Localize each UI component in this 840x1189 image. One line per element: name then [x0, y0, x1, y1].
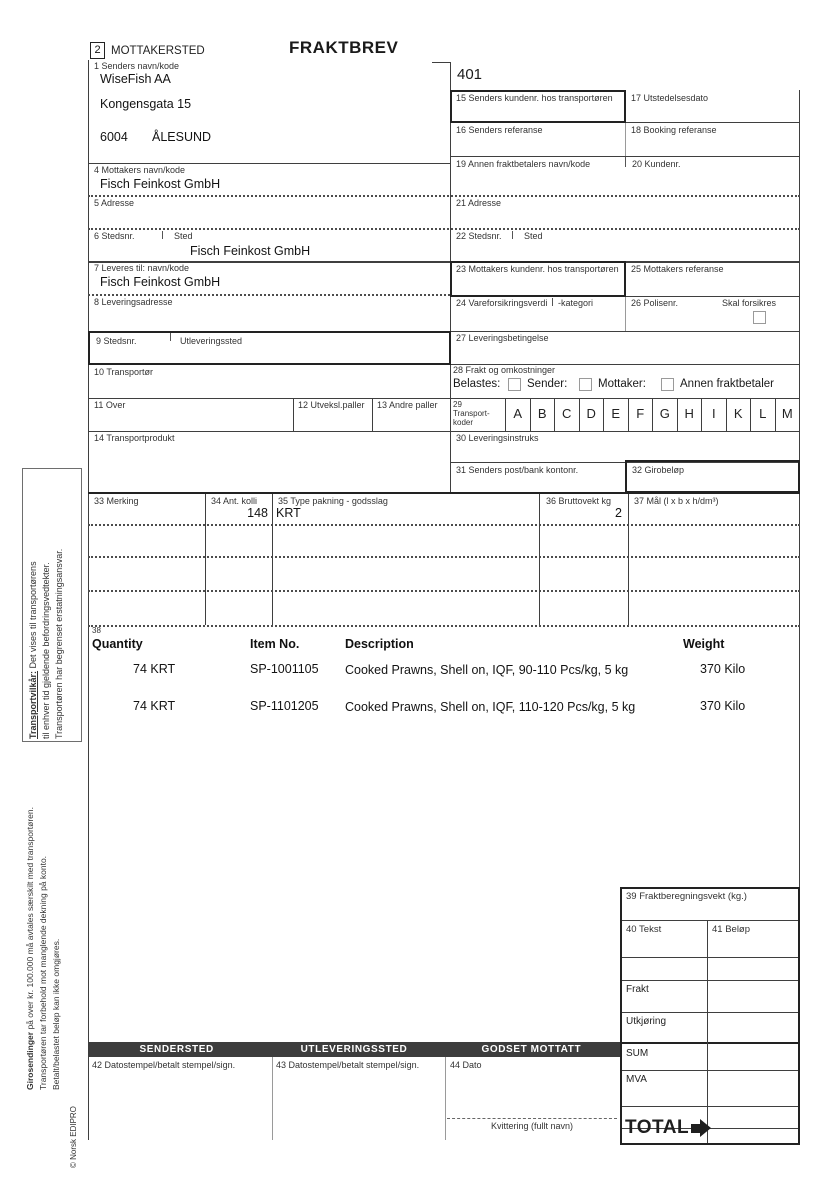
grid-line [205, 494, 206, 625]
field24-kategori-label: -kategori [558, 298, 594, 308]
field36-label: 36 Bruttovekt kg [546, 496, 612, 506]
grid-line [539, 494, 540, 625]
tick [512, 231, 513, 239]
transport-terms-note-box [22, 468, 82, 742]
giro-note-line3: Betalt/belastet beløp kan ikke omgjøres. [50, 938, 61, 1090]
mottaker-checkbox [579, 378, 592, 391]
grid-line-dotted [88, 625, 800, 627]
field26-forsikres-label: Skal forsikres [722, 298, 777, 308]
field16-label: 16 Senders referanse [456, 125, 543, 135]
grid-line [88, 163, 450, 164]
giro-note [24, 788, 70, 1090]
transport-code-h: H [677, 399, 702, 431]
field4-label: 4 Mottakers navn/kode [94, 165, 186, 175]
field43-label: 43 Datostempel/betalt stempel/sign. [276, 1060, 420, 1070]
field12-label: 12 Utveksl.paller [298, 400, 365, 410]
belastes-label: Belastes: [453, 378, 501, 390]
field30-label: 30 Leveringsinstruks [456, 433, 539, 443]
charges-row-sum: SUM [626, 1048, 649, 1059]
items-header-weight: Weight [683, 637, 725, 651]
grid-line-dotted [88, 556, 800, 558]
field34-value: 148 [247, 506, 268, 520]
total-arrow-icon [691, 1124, 700, 1133]
copyright-wrap [68, 1078, 82, 1168]
sender-checkbox-label: Sender: [527, 378, 568, 390]
item-quantity: 74 KRT [133, 699, 176, 713]
field29-number: 29 [453, 400, 462, 409]
grid-line [432, 62, 450, 63]
field20-label: 20 Kundenr. [632, 159, 681, 169]
field35-value: KRT [276, 506, 301, 520]
tick [170, 333, 171, 341]
field22-label: 22 Stedsnr. [456, 231, 502, 241]
charges-row-utkjoring: Utkjøring [626, 1016, 667, 1027]
field29-label-line1: Transport- [453, 409, 490, 418]
total-label: TOTAL [625, 1117, 690, 1138]
transport-terms-line1: Det vises til transportørens [28, 561, 38, 671]
total-arrow-icon [700, 1119, 711, 1137]
field9-utleveringssted-label: Utleveringssted [180, 336, 243, 346]
item-number: SP-1001105 [250, 662, 319, 676]
grid-line [707, 920, 708, 1143]
field11-label: 11 Over [94, 400, 126, 410]
document-number: 401 [457, 66, 483, 83]
field33-label: 33 Merking [94, 496, 139, 506]
transport-code-m: M [775, 399, 800, 431]
field10-label: 10 Transportør [94, 367, 154, 377]
giro-note-wrap [24, 788, 70, 1090]
grid-line [88, 261, 800, 263]
field34-label: 34 Ant. kolli [211, 496, 258, 506]
transport-code-g: G [652, 399, 677, 431]
field17-label: 17 Utstedelsesdato [631, 93, 709, 103]
field2-number-box: 2 [90, 42, 105, 59]
item-weight: 370 Kilo [700, 699, 746, 713]
field25-label: 25 Mottakers referanse [631, 264, 724, 274]
sender-postcode: 6004 [100, 130, 128, 144]
total-row [625, 1117, 711, 1139]
grid-line [88, 431, 800, 432]
receiver-name: Fisch Feinkost GmbH [100, 177, 221, 191]
field21-label: 21 Adresse [456, 198, 502, 208]
grid-line [622, 980, 798, 981]
transport-terms-line2: til enhver tid gjeldende befordringsvedtekter. [41, 562, 52, 739]
grid-line [622, 1106, 798, 1107]
items-header-description: Description [345, 637, 414, 651]
footer-bar-godset-mottatt: GODSET MOTTATT [481, 1044, 582, 1055]
transport-code-f: F [628, 399, 653, 431]
transport-code-a: A [505, 399, 530, 431]
grid-line [450, 331, 800, 332]
annen-checkbox-label: Annen fraktbetaler [680, 378, 774, 390]
field31-label: 31 Senders post/bank kontonr. [456, 465, 579, 475]
transport-code-d: D [579, 399, 604, 431]
footer-bar-utleveringssted: UTLEVERINGSSTED [300, 1044, 408, 1055]
field2-label: MOTTAKERSTED [111, 45, 205, 57]
field7-label: 7 Leveres til: navn/kode [94, 263, 190, 273]
items-header-itemno: Item No. [250, 637, 300, 651]
transport-code-k: K [726, 399, 751, 431]
field6-sted-label: Sted [174, 231, 193, 241]
sender-checkbox [508, 378, 521, 391]
grid-line [272, 1057, 273, 1140]
field38-number: 38 [92, 626, 101, 635]
field26-label: 26 Polisenr. [631, 298, 679, 308]
transport-terms-note [27, 473, 79, 739]
tick [625, 157, 626, 167]
grid-line [628, 494, 629, 625]
charges-row-mva: MVA [626, 1074, 647, 1085]
footer-bar-sendersted: SENDERSTED [139, 1044, 214, 1055]
field42-label: 42 Datostempel/betalt stempel/sign. [92, 1060, 236, 1070]
field37-label: 37 Mål (l x b x h/dm³) [634, 496, 719, 506]
item-quantity: 74 KRT [133, 662, 176, 676]
field1-label: 1 Senders navn/kode [94, 61, 180, 71]
copyright-text: © Norsk EDIPRO [69, 1106, 78, 1168]
kvittering-label: Kvittering (fullt navn) [490, 1121, 574, 1131]
grid-line-dotted [88, 524, 800, 526]
charges-row-frakt: Frakt [626, 984, 649, 995]
grid-line [293, 398, 294, 431]
field23-label: 23 Mottakers kundenr. hos transportøren [456, 264, 619, 274]
item-description: Cooked Prawns, Shell on, IQF, 90-110 Pcs/kg, 5 kg [345, 663, 629, 677]
giro-note-line2: Transportøren tar forbehold mot manglende dekning på konto. [37, 855, 48, 1090]
grid-line-dotted [88, 195, 800, 197]
grid-line [625, 122, 626, 156]
transport-code-c: C [554, 399, 579, 431]
transport-terms-line3: Transportøren har begrenset erstatningsansvar. [54, 548, 65, 739]
field5-label: 5 Adresse [94, 198, 135, 208]
sender-city: ÅLESUND [152, 130, 212, 144]
item-number: SP-1101205 [250, 699, 319, 713]
grid-line [622, 1070, 798, 1071]
grid-line [372, 398, 373, 431]
forsikres-checkbox [753, 311, 766, 324]
grid-line [272, 494, 273, 625]
grid-line [625, 122, 800, 123]
mottaker-checkbox-label: Mottaker: [598, 378, 646, 390]
giro-note-line1: på over kr. 100.000 må avtales særskilt med transportøren. [25, 807, 35, 1032]
field18-label: 18 Booking referanse [631, 125, 717, 135]
delivery-name: Fisch Feinkost GmbH [100, 275, 221, 289]
field29-label-line2: koder [453, 418, 474, 427]
field32-label: 32 Girobeløp [632, 465, 685, 475]
grid-line-dotted [88, 590, 800, 592]
item-weight: 370 Kilo [700, 662, 746, 676]
footer-bar [88, 1042, 620, 1057]
transport-code-l: L [750, 399, 775, 431]
field27-label: 27 Leveringsbetingelse [456, 333, 549, 343]
transport-terms-title: Transportvilkår: [28, 670, 38, 739]
field40-label: 40 Tekst [626, 924, 662, 935]
grid-line-bold [622, 1042, 798, 1044]
receiver-sted-value: Fisch Feinkost GmbH [190, 244, 311, 258]
grid-line [625, 296, 800, 297]
field36-value: 2 [615, 506, 622, 520]
tick [552, 298, 553, 306]
field9-bold-box [88, 331, 451, 365]
field6-label: 6 Stedsnr. [94, 231, 135, 241]
transport-code-e: E [603, 399, 628, 431]
field15-label: 15 Senders kundenr. hos transportøren [456, 93, 613, 103]
field8-label: 8 Leveringsadresse [94, 297, 173, 307]
grid-line [445, 1057, 446, 1140]
transport-code-b: B [530, 399, 555, 431]
grid-line-dotted [88, 294, 450, 296]
field44-label: 44 Dato [450, 1060, 482, 1070]
field14-label: 14 Transportprodukt [94, 433, 175, 443]
field24-label: 24 Vareforsikringsverdi [456, 298, 548, 308]
field9-label: 9 Stedsnr. [96, 336, 137, 346]
kvittering-signature-line [447, 1118, 617, 1119]
grid-line [622, 1012, 798, 1013]
field41-label: 41 Beløp [712, 924, 751, 935]
field19-label: 19 Annen fraktbetalers navn/kode [456, 159, 591, 169]
giro-note-bold: Girosendinger [25, 1031, 35, 1090]
document-title: FRAKTBREV [289, 38, 399, 57]
field22-sted-label: Sted [524, 231, 543, 241]
field39-label: 39 Fraktberegningsvekt (kg.) [626, 891, 747, 902]
transport-code-i: I [701, 399, 726, 431]
sender-street: Kongensgata 15 [100, 97, 192, 111]
grid-line [622, 920, 798, 921]
field28-label: 28 Frakt og omkostninger [453, 365, 556, 375]
annen-checkbox [661, 378, 674, 391]
grid-line-dotted [88, 228, 800, 230]
sender-name: WiseFish AA [100, 72, 171, 86]
grid-line [622, 957, 798, 958]
field13-label: 13 Andre paller [377, 400, 438, 410]
item-description: Cooked Prawns, Shell on, IQF, 110-120 Pcs/kg, 5 kg [345, 700, 636, 714]
field35-label: 35 Type pakning - godsslag [278, 496, 388, 506]
grid-line [625, 296, 626, 331]
form-left-border [88, 60, 89, 1140]
transport-codes-row [505, 399, 799, 431]
items-header-quantity: Quantity [92, 637, 143, 651]
tick [162, 231, 163, 239]
